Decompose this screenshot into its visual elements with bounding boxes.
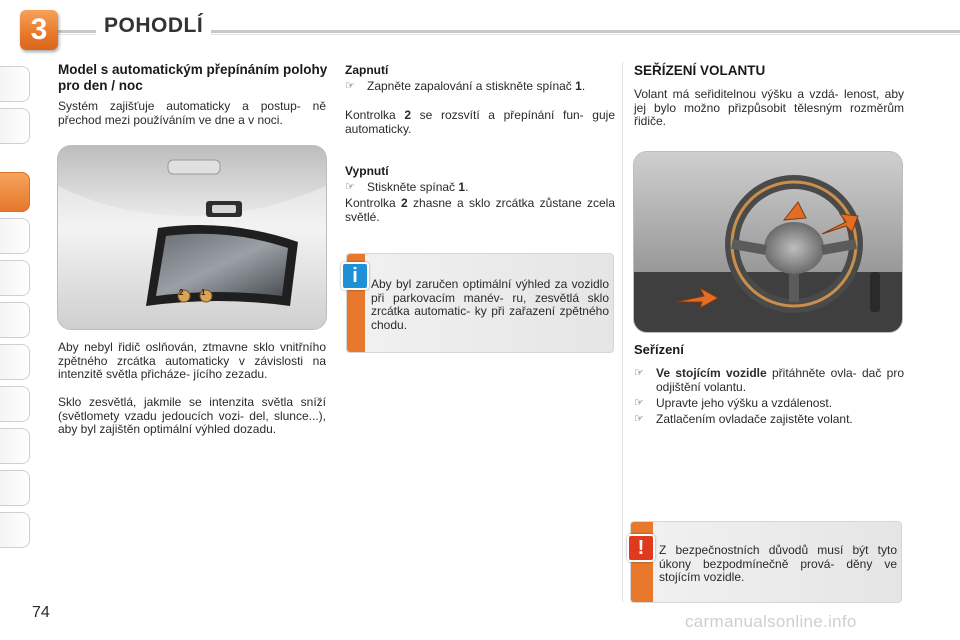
switch-off-text (345, 197, 615, 224)
switch-on-text-post: se rozsvítí a přepínání fun- guje automaticky. (345, 108, 615, 136)
chapter-tab-3-active[interactable] (0, 172, 30, 212)
mirror-illustration (57, 145, 327, 330)
chapter-tab-7[interactable] (0, 344, 30, 380)
switch-on-bullet-text: Zapněte zapalování a stiskněte spínač (367, 79, 576, 93)
chapter-tab-10[interactable] (0, 470, 30, 506)
indicator-number: 2 (404, 108, 412, 122)
info-note (346, 253, 614, 353)
switch-off-bullet-text: Stiskněte spínač (367, 180, 459, 194)
pointing-hand-icon: ☞ (345, 181, 355, 193)
switch-on-text-pre: Kontrolka (345, 108, 405, 122)
left-intro: Systém zajišťuje automaticky a postup- ně přechod mezi používáním ve dne a v noci. (58, 99, 326, 127)
switch-on-title: Zapnutí (345, 63, 389, 77)
mirror-label-1: 1 (201, 288, 206, 297)
switch-off-text-post: zhasne a sklo zrcátka zůstane zcela světlé. (345, 196, 616, 224)
pointing-hand-icon: ☞ (634, 367, 644, 379)
switch-off-bullet-end: . (465, 180, 469, 194)
adjust-bullet-2-text: Upravte jeho výšku a vzdálenost. (656, 396, 833, 410)
left-para-1: Aby nebyl řidič oslňován, ztmavne sklo vnitřního zpětného zrcátka automaticky v závislosti na intenzitě světla přicháze- jícího zezadu. (58, 340, 326, 381)
watermark: carmanualsonline.info (685, 612, 857, 631)
pointing-hand-icon: ☞ (634, 397, 644, 409)
warning-icon: ! (627, 534, 655, 562)
adjust-bullet-1 (634, 367, 904, 394)
chapter-tab-9[interactable] (0, 428, 30, 464)
chapter-tab-1[interactable] (0, 66, 30, 102)
mirror-drawing (58, 146, 326, 329)
chapter-tab-8[interactable] (0, 386, 30, 422)
adjust-title: Seřízení (634, 342, 684, 357)
chapter-number-badge: 3 (20, 10, 58, 50)
right-intro: Volant má seřiditelnou výšku a vzdá- lenost, aby jej bylo možno přizpůsobit tělesným rozměrům řidiče. (634, 87, 904, 128)
column-divider (622, 62, 623, 602)
adjust-bullet-1-text: přitáhněte ovla- dač pro odjištění volantu. (656, 366, 904, 394)
pointing-hand-icon: ☞ (345, 80, 355, 92)
page-number: 74 (32, 604, 50, 621)
switch-off-bullet (345, 181, 615, 195)
switch-off-text-pre: Kontrolka (345, 196, 402, 210)
indicator-number: 2 (401, 196, 408, 210)
switch-number: 1 (458, 180, 466, 194)
left-para-2: Sklo zesvětlá, jakmile se intenzita světla sníží (světlomety vzadu jedoucích vozi- del, slunce...), aby byl zajištěn optimální výhled dozadu. (58, 395, 326, 436)
adjust-bullet-1-bold: Ve stojícím vozidle (656, 366, 767, 380)
info-note-text: Aby byl zaručen optimální výhled za vozidlo při parkovacím manév- ru, zesvětlá sklo zrcátka automatic- ky při zařazení zpětného chodu. (371, 277, 609, 332)
left-heading: Model s automatickým přepínáním polohy pro den / noc (58, 62, 328, 93)
pointing-hand-icon: ☞ (634, 413, 644, 425)
chapter-tab-11[interactable] (0, 512, 30, 548)
switch-number: 1 (575, 79, 582, 93)
warning-note (630, 521, 902, 603)
chapter-tab-4[interactable] (0, 218, 30, 254)
adjust-bullet-3 (634, 413, 904, 427)
warning-note-text: Z bezpečnostních důvodů musí být tyto úkony bezpodmínečně prová- děny ve stojícím vozidle. (659, 543, 897, 584)
switch-off-title: Vypnutí (345, 164, 389, 178)
switch-on-bullet (345, 80, 615, 94)
adjust-bullet-2 (634, 397, 904, 411)
steering-wheel-drawing (634, 152, 902, 332)
mirror-label-2: 2 (179, 288, 184, 297)
info-icon: i (341, 262, 369, 290)
chapter-tab-5[interactable] (0, 260, 30, 296)
adjust-bullet-3-text: Zatlačením ovladače zajistěte volant. (656, 412, 853, 426)
chapter-tab-6[interactable] (0, 302, 30, 338)
right-heading: SEŘÍZENÍ VOLANTU (634, 63, 766, 78)
chapter-title: POHODLÍ (96, 14, 211, 38)
chapter-tab-2[interactable] (0, 108, 30, 144)
switch-on-text (345, 109, 615, 136)
steering-wheel-illustration (633, 151, 903, 333)
switch-on-bullet-end: . (581, 79, 586, 93)
chapter-tabs (0, 66, 32, 576)
